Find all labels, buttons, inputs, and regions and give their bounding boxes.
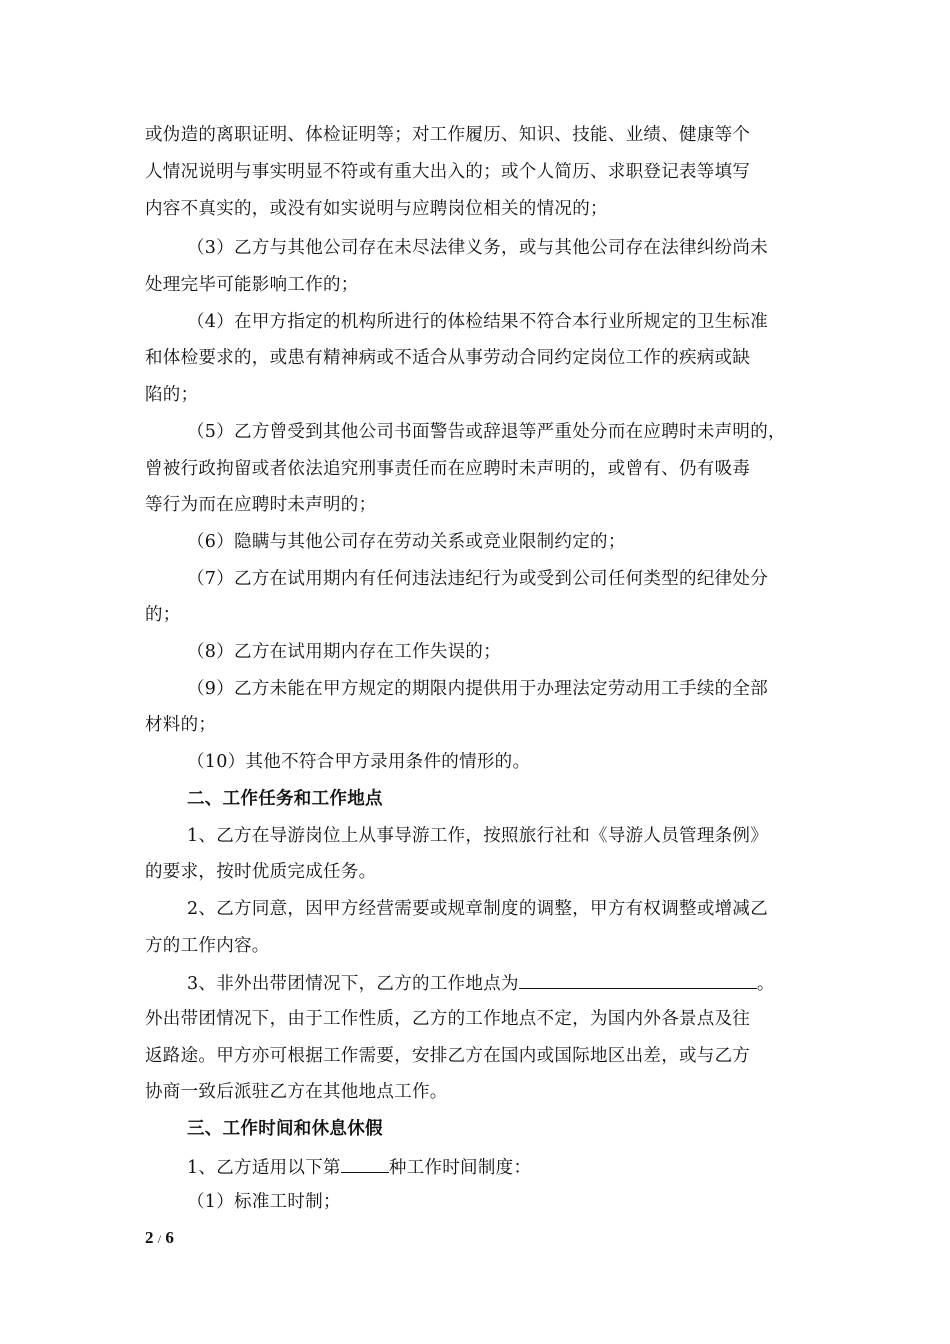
body-line: 的；: [145, 605, 181, 625]
clause-3: （3）乙方与其他公司存在未尽法律义务，或与其他公司存在法律纠纷尚未: [187, 238, 769, 258]
work-time-item-1: [187, 1154, 531, 1180]
clause-5: （5）乙方曾受到其他公司书面警告或辞退等严重处分而在应聘时未声明的，: [187, 422, 786, 442]
work-time-text-end: 种工作时间制度：: [388, 1158, 532, 1178]
body-line: 协商一致后派驻乙方在其他地点工作。: [145, 1082, 448, 1102]
item-1: 1、乙方在导游岗位上从事导游工作，按照旅行社和《导游人员管理条例》: [187, 826, 769, 846]
body-line: 陷的；: [145, 385, 199, 405]
clause-9: （9）乙方未能在甲方规定的期限内提供用于办理法定劳动用工手续的全部: [187, 679, 769, 699]
clause-4: （4）在甲方指定的机构所进行的体检结果不符合本行业所规定的卫生标准: [187, 312, 769, 332]
body-line: 内容不真实的，或没有如实说明与应聘岗位相关的情况的；: [145, 199, 608, 219]
clause-8: （8）乙方在试用期内存在工作失误的；: [187, 642, 502, 662]
item-3-text: 3、非外出带团情况下，乙方的工作地点为: [187, 974, 519, 994]
page-total: 6: [165, 1228, 174, 1247]
body-line: 等行为而在应聘时未声明的；: [145, 495, 377, 515]
section-heading: 二、工作任务和工作地点: [187, 789, 383, 809]
body-line: 外出带团情况下，由于工作性质，乙方的工作地点不定，为国内外各景点及往: [145, 1009, 751, 1029]
item-3-end: 。: [756, 974, 775, 994]
fill-in-blank-work-location[interactable]: [519, 970, 757, 989]
clause-7: （7）乙方在试用期内有任何违法违纪行为或受到公司任何类型的纪律处分: [187, 569, 769, 589]
clause-6: （6）隐瞒与其他公司存在劳动关系或竞业限制约定的；: [187, 532, 626, 552]
page-number: [145, 1227, 174, 1250]
body-line: 材料的；: [145, 715, 217, 735]
item-2: 2、乙方同意，因甲方经营需要或规章制度的调整，甲方有权调整或增减乙: [187, 899, 769, 919]
fill-in-blank-work-time-type[interactable]: [341, 1154, 389, 1173]
clause-10: （10）其他不符合甲方录用条件的情形的。: [187, 752, 531, 772]
page-separator: /: [157, 1232, 162, 1246]
body-line: 方的工作内容。: [145, 936, 270, 956]
page-current: 2: [145, 1228, 154, 1247]
standard-hours-option: （1）标准工时制；: [187, 1192, 341, 1212]
body-line: 处理完毕可能影响工作的；: [145, 275, 359, 295]
body-line: 和体检要求的，或患有精神病或不适合从事劳动合同约定岗位工作的疾病或缺: [145, 348, 751, 368]
body-line: 曾被行政拘留或者依法追究刑事责任而在应聘时未声明的，或曾有、仍有吸毒: [145, 459, 751, 479]
body-line: 的要求，按时优质完成任务。: [145, 862, 377, 882]
item-3: [187, 970, 775, 996]
section-heading: 三、工作时间和休息休假: [187, 1119, 383, 1139]
body-line: 人情况说明与事实明显不符或有重大出入的；或个人简历、求职登记表等填写: [145, 162, 751, 182]
body-line: 或伪造的离职证明、体检证明等；对工作履历、知识、技能、业绩、健康等个: [145, 125, 751, 145]
body-line: 返路途。甲方亦可根据工作需要，安排乙方在国内或国际地区出差，或与乙方: [145, 1046, 751, 1066]
work-time-text: 1、乙方适用以下第: [187, 1158, 341, 1178]
